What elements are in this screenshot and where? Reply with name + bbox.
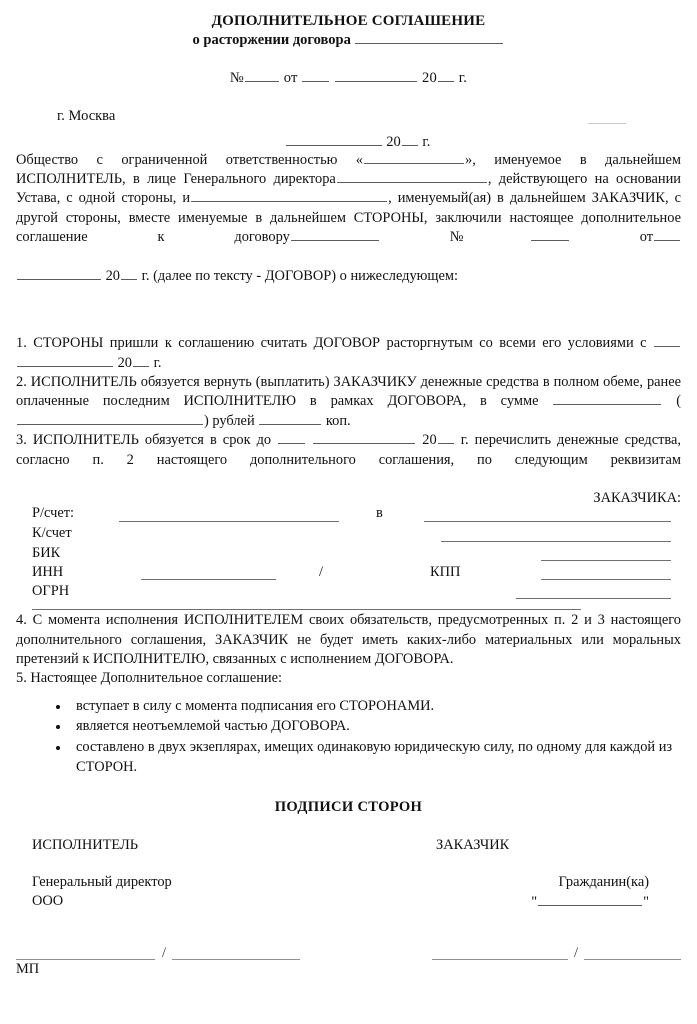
contract-day-blank[interactable] [654, 228, 680, 241]
label-bik: БИК [32, 545, 61, 562]
c3-month-blank[interactable] [313, 431, 415, 444]
contractor-signature-blank[interactable] [16, 959, 155, 960]
signature-lines-row [16, 943, 681, 978]
city-label: г. Москва [57, 107, 116, 124]
contract-number-blank[interactable] [531, 228, 569, 241]
settlement-account-blank[interactable] [119, 521, 339, 522]
c1-year-blank[interactable] [133, 354, 149, 367]
c2-rubles-label: рублей [212, 412, 255, 429]
stray-mark [588, 123, 626, 124]
preamble-part-1: Общество с ограниченной ответственностью « [16, 151, 364, 168]
label-correspondent-account: К/счет [32, 525, 72, 542]
preamble-part-3: , действующего на основании Устава, с одной стороны, и [16, 171, 681, 207]
c2-sum-digits-blank[interactable] [553, 393, 661, 406]
list-item: • вступает в силу с момента подписания его СТОРОНАМИ. [70, 697, 681, 717]
clause-3-text-b: г. перечислить денежные средства, согласно п. 2 настоящего дополнительного соглашения, по следующим реквизитам [16, 432, 681, 468]
date-year-prefix: 20 [386, 133, 401, 150]
terms-list [16, 697, 681, 777]
signature-parties-row [16, 837, 681, 857]
day-blank[interactable] [302, 69, 329, 82]
clause-5: 5. Настоящее Дополнительное соглашение: [16, 670, 283, 687]
preamble-part-8: г. (далее по тексту - ДОГОВОР) о нижеследующем: [141, 267, 458, 284]
document-header [0, 0, 697, 49]
bank-requisites-block [16, 505, 681, 611]
label-kpp: КПП [430, 564, 461, 581]
list-item: • составлено в двух экзеплярах, имещих одинаковую юридическую силу, по одному для каждой из СТОРОН. [70, 738, 681, 777]
document-number-line [0, 69, 697, 87]
contract-month-blank[interactable] [17, 267, 101, 280]
clause-3 [16, 431, 681, 507]
c2-kopecks-label: коп. [325, 412, 351, 429]
preamble-part-4: , именуемый(ая) в дальнейшем ЗАКАЗЧИК, с другой стороны, вместе именуемые в дальнейшем СТОРОНЫ, заключили настоящее дополнительное соглашение к договору [16, 190, 682, 246]
c1-month-blank[interactable] [17, 354, 113, 367]
c1-day-blank[interactable] [654, 335, 680, 348]
document-body [0, 151, 697, 978]
preamble-number-symbol: № [449, 229, 530, 246]
contractor-role-line-1: Генеральный директор [32, 874, 172, 891]
preamble-part-2: », именуемое в дальнейшем ИСПОЛНИТЕЛЬ, в лице Генерального директора [16, 151, 681, 188]
signatures-heading: ПОДПИСИ СТОРОН [274, 799, 423, 816]
from-label: от [283, 69, 298, 86]
contract-year-blank[interactable] [121, 267, 137, 280]
c1-year-suffix: г. [153, 354, 162, 371]
company-name-blank[interactable] [364, 151, 464, 164]
preamble-from-label: от [639, 229, 654, 246]
contractor-role-line-2: ООО [32, 892, 64, 909]
customer-role-block [531, 873, 649, 911]
customer-signature-blank[interactable] [432, 959, 568, 960]
correspondent-account-blank[interactable] [441, 541, 671, 542]
agreement-number-blank[interactable] [245, 69, 279, 82]
clause-1-text: 1. СТОРОНЫ пришли к соглашению считать ДОГОВОР расторгнутым со всеми его условиями с [16, 335, 647, 352]
clause-2-text: 2. ИСПОЛНИТЕЛЬ обязуется вернуть (выплатить) ЗАКАЗЧИКУ денежные средства в полном обеме, ранее оплаченные последним ИСПОЛНИТЕЛЮ в рамках ДОГОВОРА, в сумме [16, 374, 681, 410]
number-symbol: № [229, 69, 244, 86]
label-settlement-account: Р/счет: [32, 505, 75, 522]
document-subtitle [0, 31, 697, 49]
bik-blank[interactable] [541, 560, 671, 561]
signature-roles-row [16, 873, 681, 935]
clause-2 [16, 373, 681, 431]
customer-name-blank[interactable] [191, 190, 387, 203]
label-inn: ИНН [32, 564, 64, 581]
year-suffix: г. [458, 69, 468, 86]
clause-4: 4. С момента исполнения ИСПОЛНИТЕЛЕМ своих обязательств, предусмотренных п. 2 и 3 настоящего дополнительного соглашения, ЗАКАЗЧИК не будет иметь каких-либо материальных или моральных претензий к ИСПОЛНИТЕЛЮ, связанных с исполнением ДОГОВОРА. [16, 612, 681, 668]
customer-fullname-blank[interactable] [538, 893, 642, 906]
director-name-blank[interactable] [337, 170, 487, 183]
preamble-year-prefix: 20 [105, 267, 120, 284]
contractor-name-blank[interactable] [172, 959, 300, 960]
date-blank[interactable] [286, 133, 382, 146]
clause-3-text-a: 3. ИСПОЛНИТЕЛЬ обязуется в срок до [16, 432, 272, 449]
label-in-bank: в [376, 505, 383, 522]
party-label-contractor: ИСПОЛНИТЕЛЬ [32, 837, 139, 854]
date-year-suffix: г. [422, 133, 431, 150]
month-blank[interactable] [335, 69, 417, 82]
contract-name-blank[interactable] [355, 31, 503, 44]
inn-kpp-separator: / [319, 564, 323, 581]
page-title: ДОПОЛНИТЕЛЬНОЕ СОГЛАШЕНИЕ [211, 13, 486, 29]
party-label-customer: ЗАКАЗЧИК [436, 837, 510, 854]
c3-year-prefix: 20 [422, 432, 437, 449]
subtitle-text: о расторжении договора [192, 31, 351, 48]
c3-year-blank[interactable] [438, 431, 454, 444]
c3-day-blank[interactable] [278, 431, 305, 444]
kpp-blank[interactable] [541, 579, 671, 580]
year-prefix: 20 [422, 69, 437, 86]
quote-close: " [643, 893, 649, 910]
c1-year-prefix: 20 [117, 354, 132, 371]
bank-name-blank[interactable] [424, 521, 671, 522]
c2-close-paren: ) [204, 412, 209, 429]
year-blank[interactable] [438, 69, 454, 82]
c2-kopecks-blank[interactable] [259, 412, 321, 425]
clause-3-customer-label: ЗАКАЗЧИКА: [593, 490, 681, 507]
c2-open-paren: ( [676, 393, 681, 410]
clauses-block [16, 334, 681, 507]
quote-open: " [531, 893, 538, 910]
customer-name-blank[interactable] [584, 959, 681, 960]
requisites-bottom-rule [32, 609, 581, 610]
clause-1 [16, 334, 681, 373]
document-date-line [0, 133, 697, 151]
city-row [0, 108, 697, 127]
inn-blank[interactable] [141, 579, 276, 580]
ogrn-blank[interactable] [516, 598, 671, 599]
customer-signature-slash: / [574, 945, 578, 962]
contractor-role-block [32, 873, 172, 910]
contract-ref-blank[interactable] [291, 228, 379, 241]
stamp-label: МП [16, 961, 40, 978]
date-year-blank[interactable] [402, 133, 418, 146]
preamble-paragraph [16, 151, 681, 287]
c2-sum-words-blank[interactable] [17, 412, 203, 425]
list-item: • является неотъемлемой частью ДОГОВОРА. [70, 717, 681, 737]
customer-role-label: Гражданин(ка) [558, 874, 649, 891]
contractor-signature-slash: / [162, 945, 166, 962]
customer-name-quoted [531, 893, 649, 911]
label-ogrn: ОГРН [32, 583, 70, 600]
